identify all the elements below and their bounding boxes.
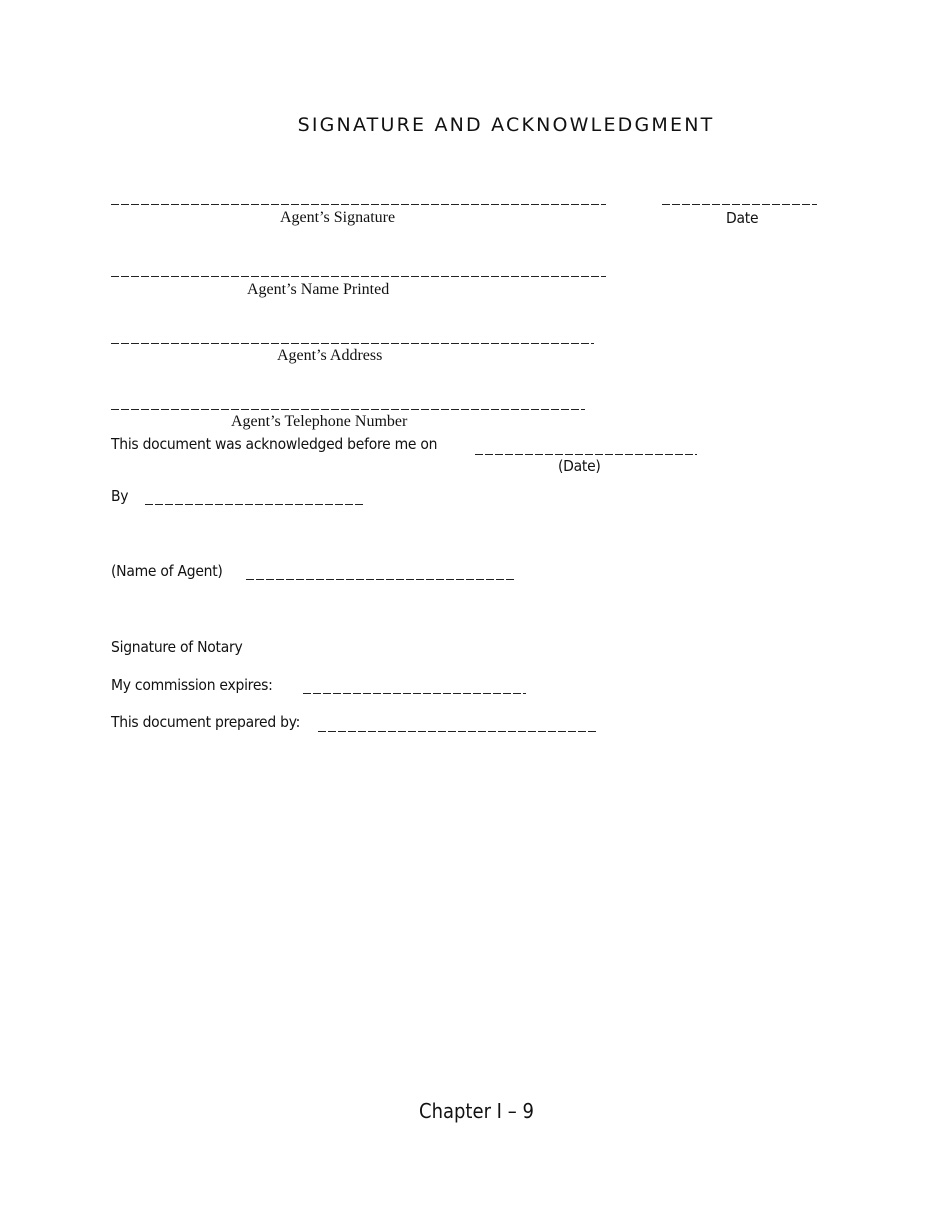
- prepared-by-line[interactable]: [318, 731, 598, 732]
- page-title: SIGNATURE AND ACKNOWLEDGMENT: [297, 114, 715, 136]
- commission-expires-line[interactable]: [303, 693, 526, 694]
- signature-of-notary-label: Signature of Notary: [111, 638, 243, 656]
- agent-telephone-line[interactable]: [111, 409, 585, 410]
- agent-signature-label: Agent’s Signature: [280, 209, 396, 226]
- acknowledgment-statement: This document was acknowledged before me on: [111, 435, 438, 453]
- agent-signature-line[interactable]: [111, 204, 606, 205]
- name-of-agent-label: (Name of Agent): [111, 562, 223, 580]
- by-label: By: [111, 487, 129, 505]
- date-line[interactable]: [662, 204, 817, 205]
- acknowledgment-date-line[interactable]: [475, 454, 697, 455]
- agent-address-line[interactable]: [111, 343, 594, 344]
- agent-address-label: Agent’s Address: [277, 347, 383, 364]
- date-label: Date: [726, 209, 759, 227]
- agent-name-line[interactable]: [111, 276, 606, 277]
- agent-name-label: Agent’s Name Printed: [247, 281, 390, 298]
- prepared-by-label: This document prepared by:: [111, 713, 301, 731]
- commission-expires-label: My commission expires:: [111, 676, 273, 694]
- acknowledgment-date-label: (Date): [558, 457, 601, 475]
- name-of-agent-line[interactable]: [246, 579, 516, 580]
- by-line[interactable]: [145, 504, 363, 505]
- agent-telephone-label: Agent’s Telephone Number: [231, 413, 408, 430]
- page-footer: Chapter I – 9: [419, 1099, 534, 1123]
